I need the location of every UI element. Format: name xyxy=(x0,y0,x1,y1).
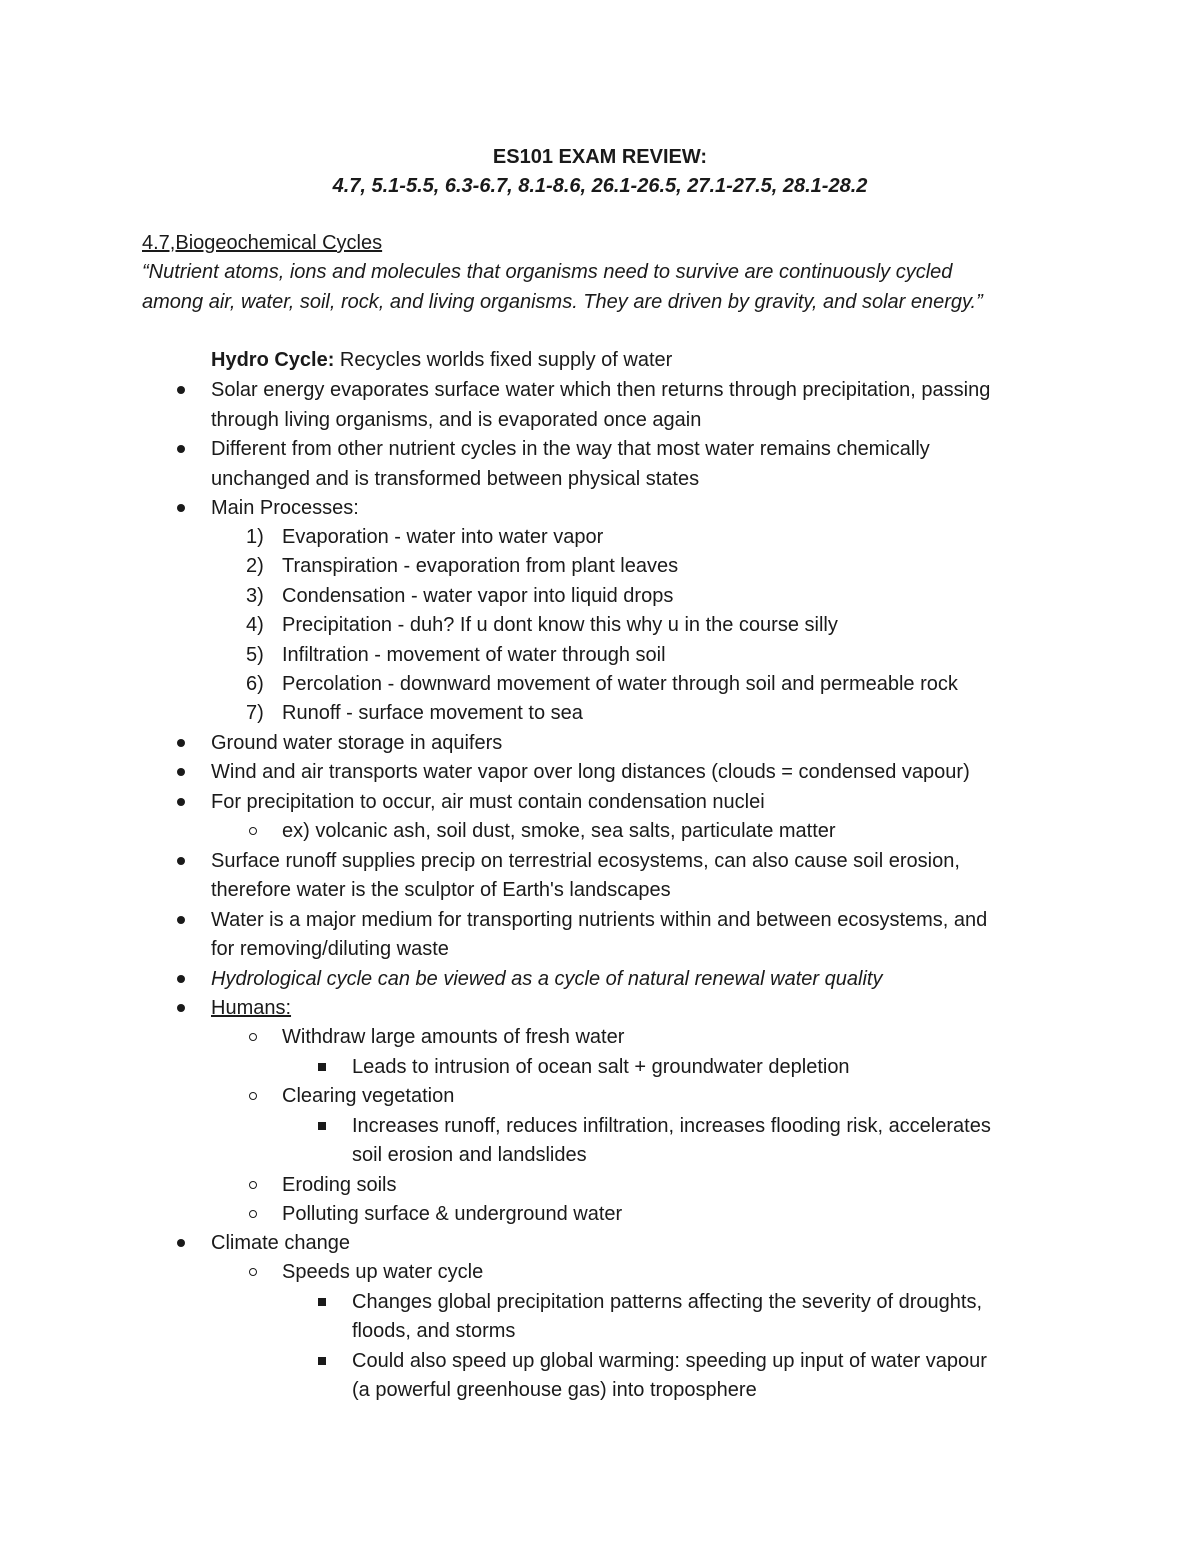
process-number: 6) xyxy=(246,673,264,695)
bullet-icon xyxy=(177,1239,185,1247)
bullet-2-line-2: unchanged and is transformed between physical states xyxy=(211,468,700,490)
humans-item-2-sub-line-2: soil erosion and landslides xyxy=(352,1144,587,1166)
humans-item-1-sub: Leads to intrusion of ocean salt + groundwater depletion xyxy=(352,1056,850,1078)
section-heading: 4.7,Biogeochemical Cycles xyxy=(142,232,383,254)
bullet-9: Hydrological cycle can be viewed as a cycle of natural renewal water quality xyxy=(211,968,883,990)
bullet-1-line-2: through living organisms, and is evaporated once again xyxy=(211,409,702,431)
bullet-icon xyxy=(177,504,185,512)
climate-sub-1-line-2: floods, and storms xyxy=(352,1320,516,1342)
bullet-4: Ground water storage in aquifers xyxy=(211,732,503,754)
climate-sub-1-line-1: Changes global precipitation patterns affecting the severity of droughts, xyxy=(352,1291,983,1313)
bullet-11-climate: Climate change xyxy=(211,1232,350,1254)
bullet-10-humans: Humans: xyxy=(211,997,292,1019)
humans-item-3: Eroding soils xyxy=(282,1174,397,1196)
bullet-icon xyxy=(177,916,185,924)
climate-sub-2-line-1: Could also speed up global warming: speeding up input of water vapour xyxy=(352,1350,987,1372)
process-item: Precipitation - duh? If u dont know this why u in the course silly xyxy=(282,614,838,636)
process-item: Runoff - surface movement to sea xyxy=(282,702,583,724)
page-title: ES101 EXAM REVIEW: xyxy=(492,146,708,168)
humans-item-4: Polluting surface & underground water xyxy=(282,1203,623,1225)
process-item: Condensation - water vapor into liquid drops xyxy=(282,585,674,607)
sub-bullet-icon xyxy=(249,1210,257,1218)
page-subtitle: 4.7, 5.1-5.5, 6.3-6.7, 8.1-8.6, 26.1-26.5, 27.1-27.5, 28.1-28.2 xyxy=(332,175,868,197)
process-number: 5) xyxy=(246,644,264,666)
square-bullet-icon xyxy=(318,1298,326,1306)
process-number: 2) xyxy=(246,555,264,577)
square-bullet-icon xyxy=(318,1063,326,1071)
process-item: Evaporation - water into water vapor xyxy=(282,526,604,548)
quote-line-1: “Nutrient atoms, ions and molecules that organisms need to survive are continuously cycled xyxy=(142,261,953,283)
sub-bullet-icon xyxy=(249,1181,257,1189)
bullet-2-line-1: Different from other nutrient cycles in the way that most water remains chemically xyxy=(211,438,930,460)
process-item: Percolation - downward movement of water through soil and permeable rock xyxy=(282,673,958,695)
bullet-icon xyxy=(177,445,185,453)
process-number: 3) xyxy=(246,585,264,607)
bullet-7-line-2: therefore water is the sculptor of Earth's landscapes xyxy=(211,879,671,901)
bullet-6-sub: ex) volcanic ash, soil dust, smoke, sea salts, particulate matter xyxy=(282,820,836,842)
bullet-1-line-1: Solar energy evaporates surface water which then returns through precipitation, passing xyxy=(211,379,991,401)
climate-item-1: Speeds up water cycle xyxy=(282,1261,484,1283)
sub-bullet-icon xyxy=(249,1092,257,1100)
bullet-icon xyxy=(177,1004,185,1012)
sub-bullet-icon xyxy=(249,1268,257,1276)
bullet-7-line-1: Surface runoff supplies precip on terrestrial ecosystems, can also cause soil erosion, xyxy=(211,850,960,872)
hydro-cycle-text: Recycles worlds fixed supply of water xyxy=(334,349,673,371)
sub-bullet-icon xyxy=(249,827,257,835)
square-bullet-icon xyxy=(318,1357,326,1365)
bullet-5: Wind and air transports water vapor over long distances (clouds = condensed vapour) xyxy=(211,761,970,783)
process-number: 7) xyxy=(246,702,264,724)
hydro-cycle-line xyxy=(211,348,672,372)
bullet-8-line-1: Water is a major medium for transporting nutrients within and between ecosystems, and xyxy=(211,909,988,931)
process-number: 4) xyxy=(246,614,264,636)
process-item: Transpiration - evaporation from plant leaves xyxy=(282,555,679,577)
bullet-icon xyxy=(177,798,185,806)
bullet-icon xyxy=(177,386,185,394)
square-bullet-icon xyxy=(318,1122,326,1130)
climate-sub-2-line-2: (a powerful greenhouse gas) into troposphere xyxy=(352,1379,757,1401)
bullet-icon xyxy=(177,857,185,865)
sub-bullet-icon xyxy=(249,1033,257,1041)
process-item: Infiltration - movement of water through soil xyxy=(282,644,666,666)
bullet-icon xyxy=(177,739,185,747)
bullet-6: For precipitation to occur, air must contain condensation nuclei xyxy=(211,791,765,813)
bullet-3: Main Processes: xyxy=(211,497,359,519)
humans-item-2: Clearing vegetation xyxy=(282,1085,455,1107)
bullet-8-line-2: for removing/diluting waste xyxy=(211,938,449,960)
humans-item-2-sub-line-1: Increases runoff, reduces infiltration, increases flooding risk, accelerates xyxy=(352,1115,991,1137)
process-number: 1) xyxy=(246,526,264,548)
quote-line-2: among air, water, soil, rock, and living organisms. They are driven by gravity, and solar energy.” xyxy=(142,291,983,313)
humans-item-1: Withdraw large amounts of fresh water xyxy=(282,1026,625,1048)
bullet-icon xyxy=(177,975,185,983)
bullet-icon xyxy=(177,768,185,776)
hydro-cycle-label: Hydro Cycle: xyxy=(211,349,335,371)
